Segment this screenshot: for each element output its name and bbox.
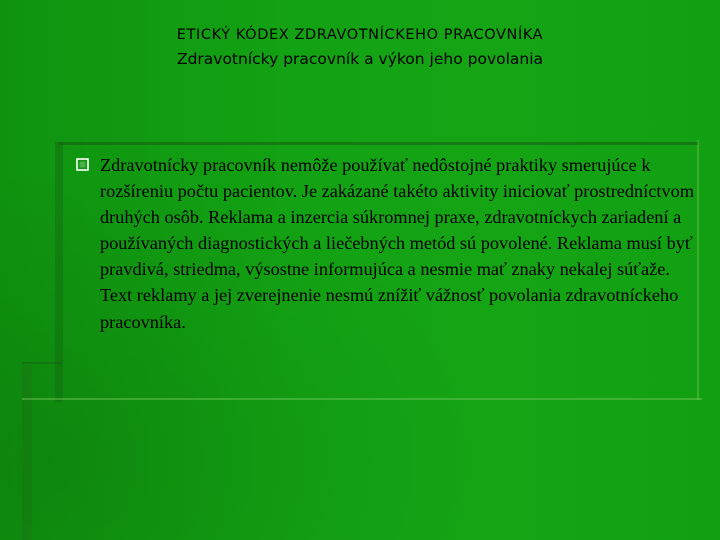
slide-subtitle: Zdravotnícky pracovník a výkon jeho povolania (176, 50, 544, 68)
decorative-frame-line (697, 140, 699, 400)
decorative-frame-line (22, 398, 702, 400)
bullet-item (76, 152, 696, 335)
decorative-frame-line (22, 362, 62, 364)
bullet-text: Zdravotnícky pracovník nemôže používať nedôstojné praktiky smerujúce k rozšíreniu počtu pacientov. Je zakázané takéto aktivity iniciovať prostredníctvom druhých osôb. Reklama a inzercia súkromnej praxe, zdravotníckych zariadení a používaných diagnostických a liečebných metód sú povolené. Reklama musí byť pravdivá, striedma, výsostne informujúca a nesmie mať znaky nekalej súťaže. Text reklamy a jej zverejnenie nesmú znížiť vážnosť povolania zdravotníckeho pracovníka. (100, 155, 694, 332)
checkbox-square-icon (76, 158, 89, 171)
decorative-frame-line (58, 142, 698, 145)
decorative-frame-line (22, 365, 32, 540)
slide-header (0, 24, 720, 70)
slide-content (76, 152, 696, 335)
slide-title: ETICKÝ KÓDEX ZDRAVOTNÍCKEHO PRACOVNÍKA (176, 27, 544, 43)
